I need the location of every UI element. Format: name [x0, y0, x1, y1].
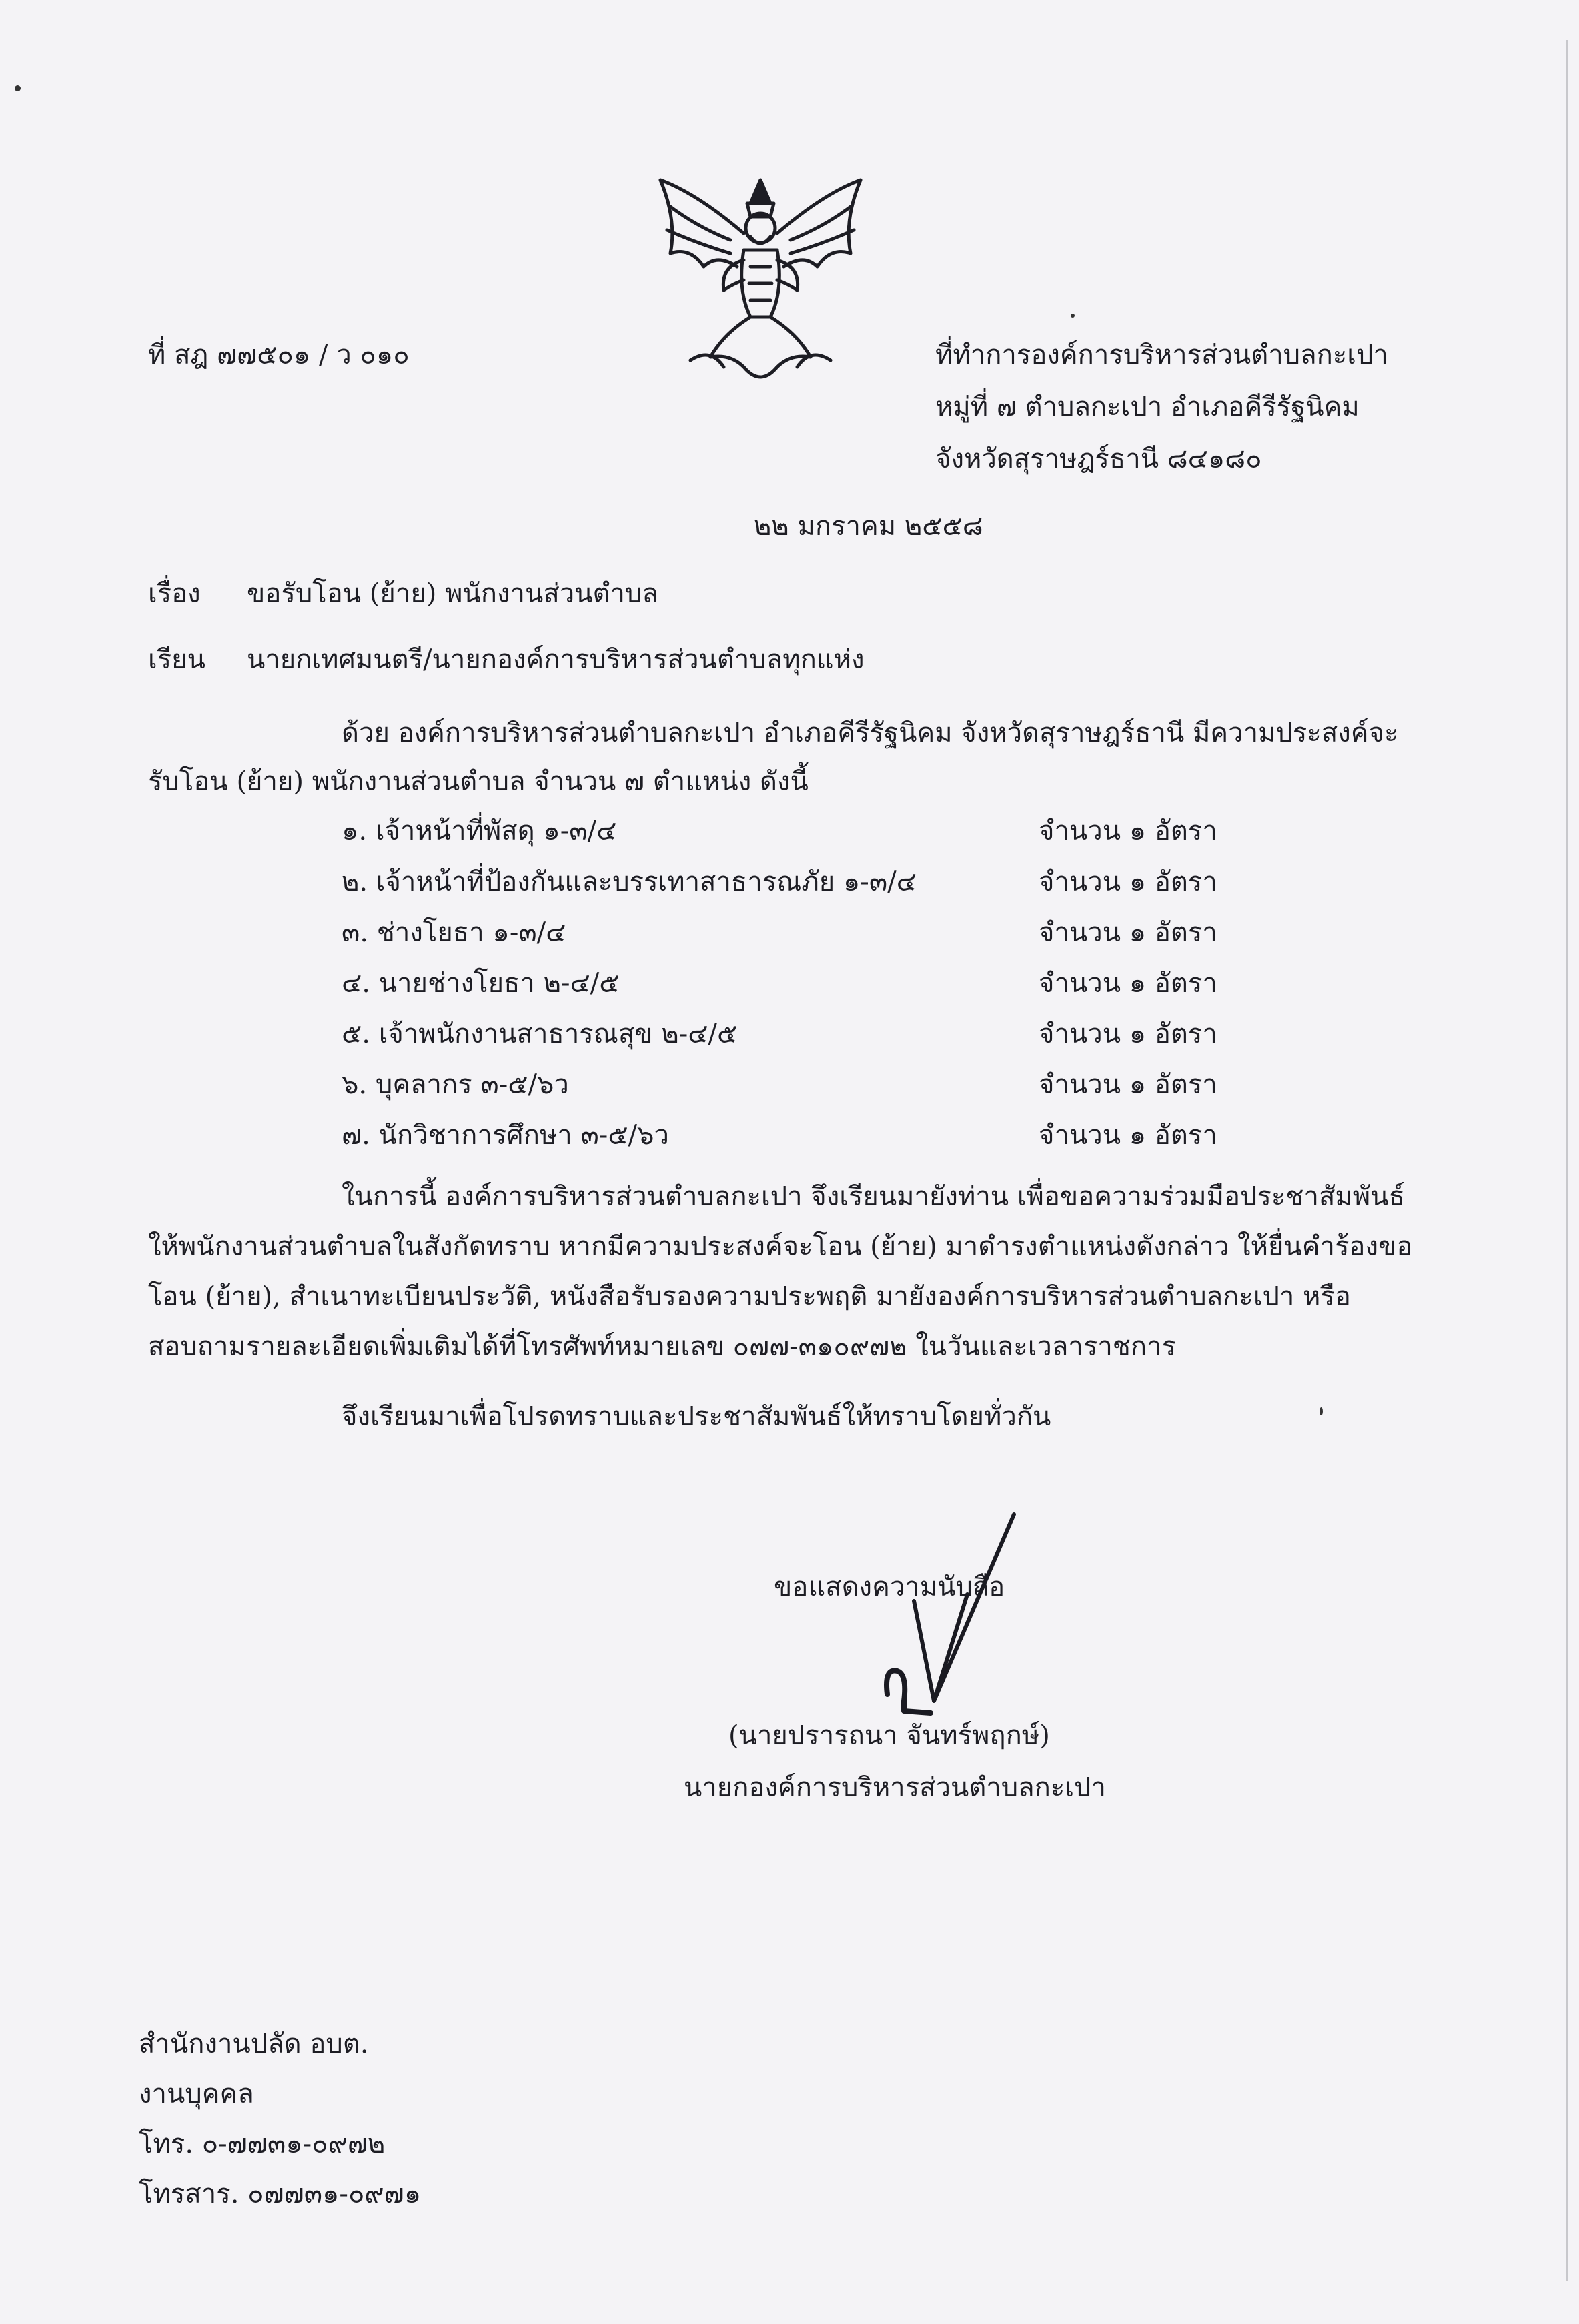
position-label: ๓. ช่างโยธา ๑-๓/๔: [342, 917, 566, 948]
body-line-3: โอน (ย้าย), สำเนาทะเบียนประวัติ, หนังสือรับรองความประพฤติ มายังองค์การบริหารส่วนตำบลกะเปา หรือ: [148, 1281, 1351, 1312]
closing-request: จึงเรียนมาเพื่อโปรดทราบและประชาสัมพันธ์ให้ทราบโดยทั่วกัน: [342, 1401, 1051, 1432]
handwritten-signature: [867, 1501, 1041, 1721]
position-count: จำนวน ๑ อัตรา: [1039, 968, 1217, 999]
office-address-line-2: หมู่ที่ ๗ ตำบลกะเปา อำเภอคีรีรัฐนิคม: [935, 392, 1360, 422]
body-line-4: สอบถามรายละเอียดเพิ่มเติมได้ที่โทรศัพท์หมายเลข ๐๗๗-๓๑๐๙๗๒ ในวันและเวลาราชการ: [148, 1331, 1177, 1362]
signer-name: (นายปรารถนา จันทร์พฤกษ์): [728, 1720, 1050, 1751]
addressee-label: เรียน: [148, 644, 205, 675]
position-label: ๗. นักวิชาการศึกษา ๓-๕/๖ว: [342, 1120, 669, 1151]
position-count: จำนวน ๑ อัตรา: [1039, 1120, 1217, 1151]
position-count: จำนวน ๑ อัตรา: [1039, 866, 1217, 897]
footer-tel: โทร. ๐-๗๗๓๑-๐๙๗๒: [139, 2129, 386, 2159]
complimentary-close: ขอแสดงความนับถือ: [774, 1572, 1005, 1602]
scan-speck: [1320, 1407, 1323, 1415]
body-line-1: ในการนี้ องค์การบริหารส่วนตำบลกะเปา จึงเรียนมายังท่าน เพื่อขอความร่วมมือประชาสัมพันธ์: [342, 1181, 1405, 1212]
scan-speck: [15, 85, 21, 91]
scan-speck: [1071, 314, 1075, 318]
intro-line-1: ด้วย องค์การบริหารส่วนตำบลกะเปา อำเภอคีรีรัฐนิคม จังหวัดสุราษฎร์ธานี มีความประสงค์จะ: [342, 718, 1399, 748]
position-label: ๖. บุคลากร ๓-๕/๖ว: [342, 1069, 569, 1100]
position-label: ๕. เจ้าพนักงานสาธารณสุข ๒-๔/๕: [342, 1019, 738, 1049]
reference-number: ที่ สฎ ๗๗๕๐๑ / ว ๐๑๐: [148, 340, 410, 370]
garuda-emblem-icon: [650, 167, 871, 387]
position-label: ๒. เจ้าหน้าที่ป้องกันและบรรเทาสาธารณภัย ๑-๓/๔: [342, 866, 917, 897]
scan-edge-line: [1566, 40, 1568, 2281]
signer-title: นายกองค์การบริหารส่วนตำบลกะเปา: [684, 1772, 1106, 1803]
position-count: จำนวน ๑ อัตรา: [1039, 1069, 1217, 1100]
footer-fax: โทรสาร. ๐๗๗๓๑-๐๙๗๑: [139, 2179, 422, 2209]
position-count: จำนวน ๑ อัตรา: [1039, 917, 1217, 948]
position-label: ๑. เจ้าหน้าที่พัสดุ ๑-๓/๔: [342, 816, 617, 846]
letter-date: ๒๒ มกราคม ๒๕๕๘: [754, 511, 983, 542]
intro-line-2: รับโอน (ย้าย) พนักงานส่วนตำบล จำนวน ๗ ตำแหน่ง ดังนี้: [148, 766, 809, 797]
office-address-line-3: จังหวัดสุราษฎร์ธานี ๘๔๑๘๐: [935, 444, 1262, 474]
addressee-text: นายกเทศมนตรี/นายกองค์การบริหารส่วนตำบลทุกแห่ง: [247, 644, 865, 675]
position-label: ๔. นายช่างโยธา ๒-๔/๕: [342, 968, 620, 999]
positions-list: [342, 815, 1275, 1162]
position-count: จำนวน ๑ อัตรา: [1039, 1019, 1217, 1049]
office-address-line-1: ที่ทำการองค์การบริหารส่วนตำบลกะเปา: [935, 340, 1388, 370]
body-line-2: ให้พนักงานส่วนตำบลในสังกัดทราบ หากมีความประสงค์จะโอน (ย้าย) มาดำรงตำแหน่งดังกล่าว ให้ยื่นคำร้องขอ: [148, 1231, 1413, 1262]
position-count: จำนวน ๑ อัตรา: [1039, 816, 1217, 846]
subject-text: ขอรับโอน (ย้าย) พนักงานส่วนตำบล: [247, 578, 658, 609]
footer-section: งานบุคคล: [139, 2079, 254, 2109]
footer-office: สำนักงานปลัด อบต.: [139, 2028, 369, 2059]
subject-label: เรื่อง: [148, 578, 201, 609]
